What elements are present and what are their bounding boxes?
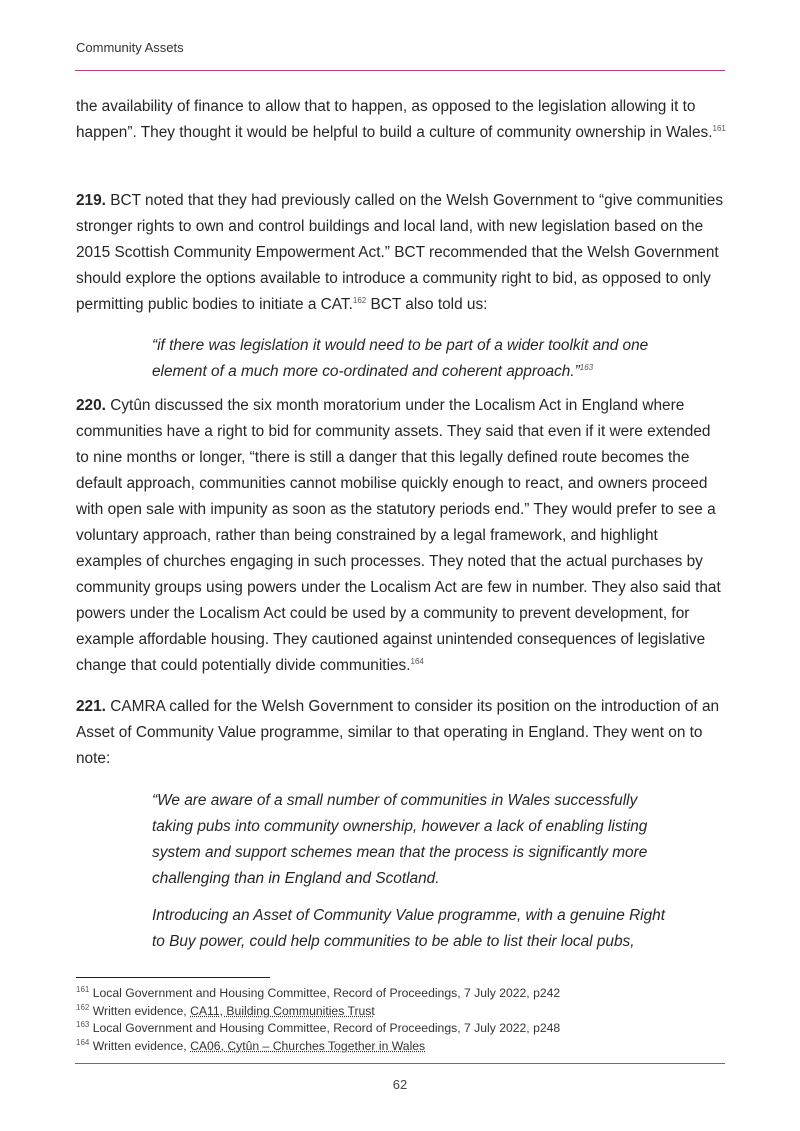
footnotes — [76, 985, 726, 1055]
footnote-text: Written evidence, — [89, 1038, 191, 1053]
paragraph-number: 220. — [76, 397, 106, 414]
paragraph-text: CAMRA called for the Welsh Government to consider its position on the introduction of an Asset of Community Value programme, similar to that operating in England. They went on to note: — [76, 698, 720, 767]
footnote-number: 164 — [76, 1037, 90, 1047]
quote-text: “if there was legislation it would need to be part of a wider toolkit and one element of a much more co-ordinated and coherent approach.” — [152, 337, 649, 380]
page-number: 62 — [392, 1077, 408, 1092]
footnote-161 — [76, 985, 726, 1003]
footnote-ref[interactable]: 161 — [712, 123, 726, 133]
paragraph-continued — [76, 94, 726, 146]
footnote-number: 162 — [76, 1002, 90, 1012]
paragraph-number: 221. — [76, 698, 106, 715]
footnote-number: 161 — [76, 984, 90, 994]
footnote-162 — [76, 1003, 726, 1021]
footnote-ref[interactable]: 163 — [579, 362, 594, 372]
quote-221-part2 — [152, 903, 672, 955]
footnote-text: Local Government and Housing Committee, Record of Proceedings, 7 July 2022, p242 — [89, 986, 561, 1000]
footnote-link-ca06[interactable]: CA06, Cytûn – Churches Together in Wales — [190, 1038, 426, 1053]
quote-219 — [152, 333, 672, 385]
paragraph-220 — [76, 393, 726, 679]
paragraph-219 — [76, 188, 726, 318]
footnote-text: Local Government and Housing Committee, Record of Proceedings, 7 July 2022, p248 — [89, 1021, 561, 1035]
footnote-164 — [76, 1038, 726, 1056]
footnote-ref[interactable]: 164 — [410, 656, 424, 666]
running-header-title: Community Assets — [76, 40, 184, 55]
footnote-number: 163 — [76, 1019, 90, 1029]
paragraph-text: the availability of finance to allow that to happen, as opposed to the legislation allowing it to happen”. They thought it would be helpful to build a culture of community ownership in Wales. — [76, 98, 713, 141]
paragraph-text: Cytûn discussed the six month moratorium under the Localism Act in England where communities have a right to bid for community assets. They said that even if it were extended to nine months or longer, “there is still a danger that this legally defined route becomes the default approach, communities cannot mobilise quickly enough to react, and owners proceed with open sale with impunity as soon as the statutory periods end.” They would prefer to see a voluntary approach, rather than being constrained by a legal framework, and highlight examples of churches engaging in such processes. They noted that the actual purchases by community groups using powers under the Localism Act are few in number. They also said that powers under the Localism Act could be used by a community to prevent development, for example affordable housing. They cautioned against unintended consequences of legislative change that could potentially divide communities. — [76, 397, 721, 674]
footnote-ref[interactable]: 162 — [352, 295, 367, 305]
quote-text: “We are aware of a small number of communities in Wales successfully taking pubs into community ownership, however a lack of enabling listing system and support schemes mean that the process is significantly more challenging than in England and Scotland. — [152, 792, 648, 887]
paragraph-text: BCT noted that they had previously called on the Welsh Government to “give communities stronger rights to own and control buildings and local land, with new legislation based on the 2015 Scottish Community Empowerment Act.” BCT recommended that the Welsh Government should explore the options available to introduce a community right to bid, as opposed to only permitting public bodies to initiate a CAT. — [76, 192, 724, 313]
paragraph-221 — [76, 694, 726, 772]
quote-221-part1 — [152, 788, 672, 892]
footnote-text: Written evidence, — [89, 1003, 191, 1018]
footnote-link-ca11[interactable]: CA11, Building Communities Trust — [190, 1003, 375, 1018]
header-rule — [75, 70, 725, 71]
footnote-separator — [76, 977, 270, 978]
paragraph-text-cont: BCT also told us: — [366, 296, 488, 313]
footer-rule — [75, 1063, 725, 1064]
footnote-163 — [76, 1020, 726, 1038]
quote-text: Introducing an Asset of Community Value programme, with a genuine Right to Buy power, could help communities to be able to list their local pubs, — [152, 907, 666, 950]
paragraph-number: 219. — [76, 192, 106, 209]
